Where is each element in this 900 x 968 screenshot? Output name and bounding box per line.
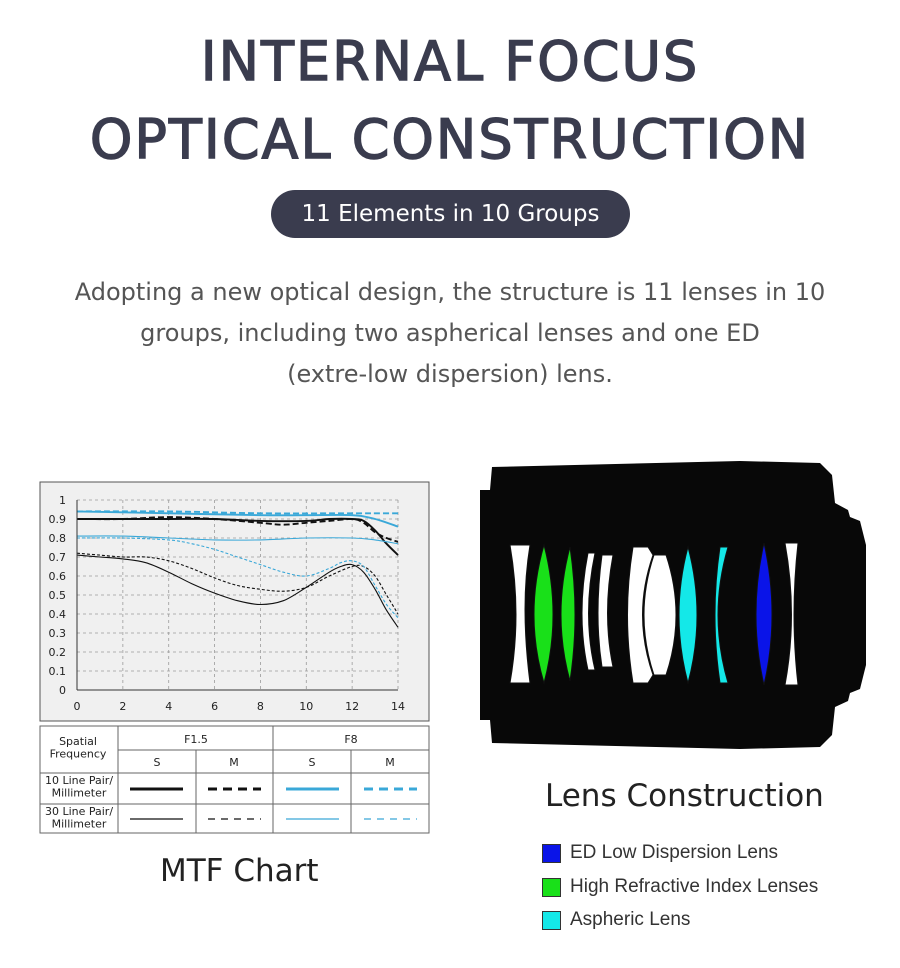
legend-aperture-f15: F1.5 bbox=[184, 733, 208, 746]
lens-construction-caption: Lens Construction bbox=[545, 778, 824, 814]
page-title-line-2: OPTICAL CONSTRUCTION bbox=[89, 108, 811, 171]
x-tick-label: 0 bbox=[73, 700, 81, 713]
y-tick-label: 0.7 bbox=[48, 551, 66, 564]
y-tick-label: 0.3 bbox=[48, 627, 66, 640]
y-tick-label: 0.2 bbox=[48, 646, 66, 659]
legend-swatch-high-refractive bbox=[542, 878, 561, 897]
legend-spatial-frequency: Spatial Frequency bbox=[49, 734, 107, 761]
x-tick-label: 4 bbox=[165, 700, 173, 713]
x-tick-label: 14 bbox=[391, 700, 405, 713]
y-tick-label: 0.1 bbox=[48, 665, 66, 678]
mtf-y-ticks bbox=[49, 494, 67, 697]
legend-swatch-ed bbox=[542, 844, 561, 863]
x-tick-label: 2 bbox=[119, 700, 127, 713]
y-tick-label: 0.6 bbox=[48, 570, 66, 583]
lens-element bbox=[644, 555, 676, 675]
y-tick-label: 0.9 bbox=[48, 513, 66, 526]
y-tick-label: 0 bbox=[59, 684, 66, 697]
mtf-legend-table bbox=[40, 726, 429, 833]
y-tick-label: 0.4 bbox=[48, 608, 66, 621]
legend-direction-s: S bbox=[153, 756, 161, 769]
elements-groups-badge: 11 Elements in 10 Groups bbox=[271, 190, 630, 238]
x-tick-label: 12 bbox=[345, 700, 360, 713]
description bbox=[40, 272, 860, 395]
page-title-line-1: INTERNAL FOCUS bbox=[200, 30, 700, 93]
y-tick-label: 1 bbox=[59, 494, 66, 507]
x-tick-label: 8 bbox=[256, 700, 264, 713]
legend-swatch-aspheric bbox=[542, 911, 561, 930]
description-line-2: groups, including two aspherical lenses and one ED bbox=[140, 319, 760, 347]
description-line-3: (extre-low dispersion) lens. bbox=[287, 360, 613, 388]
legend-direction-m: M bbox=[229, 756, 239, 769]
legend-aperture-f8: F8 bbox=[344, 733, 358, 746]
description-line-1: Adopting a new optical design, the structure is 11 lenses in 10 bbox=[74, 278, 826, 306]
legend-direction-s: S bbox=[308, 756, 316, 769]
legend-direction-m: M bbox=[385, 756, 395, 769]
legend-row-30-lp: 30 Line Pair/ Millimeter bbox=[44, 804, 114, 831]
mtf-chart bbox=[0, 470, 460, 840]
x-tick-label: 6 bbox=[211, 700, 219, 713]
x-tick-label: 10 bbox=[299, 700, 314, 713]
y-tick-label: 0.8 bbox=[48, 532, 66, 545]
legend-row-10-lp: 10 Line Pair/ Millimeter bbox=[44, 773, 114, 800]
legend-label-aspheric: Aspheric Lens bbox=[570, 909, 691, 930]
y-tick-label: 0.5 bbox=[48, 589, 66, 602]
legend-label-high-refractive: High Refractive Index Lenses bbox=[570, 876, 819, 897]
lens-construction-diagram bbox=[470, 455, 880, 755]
legend-label-ed: ED Low Dispersion Lens bbox=[570, 842, 779, 863]
mtf-chart-caption: MTF Chart bbox=[160, 853, 319, 889]
